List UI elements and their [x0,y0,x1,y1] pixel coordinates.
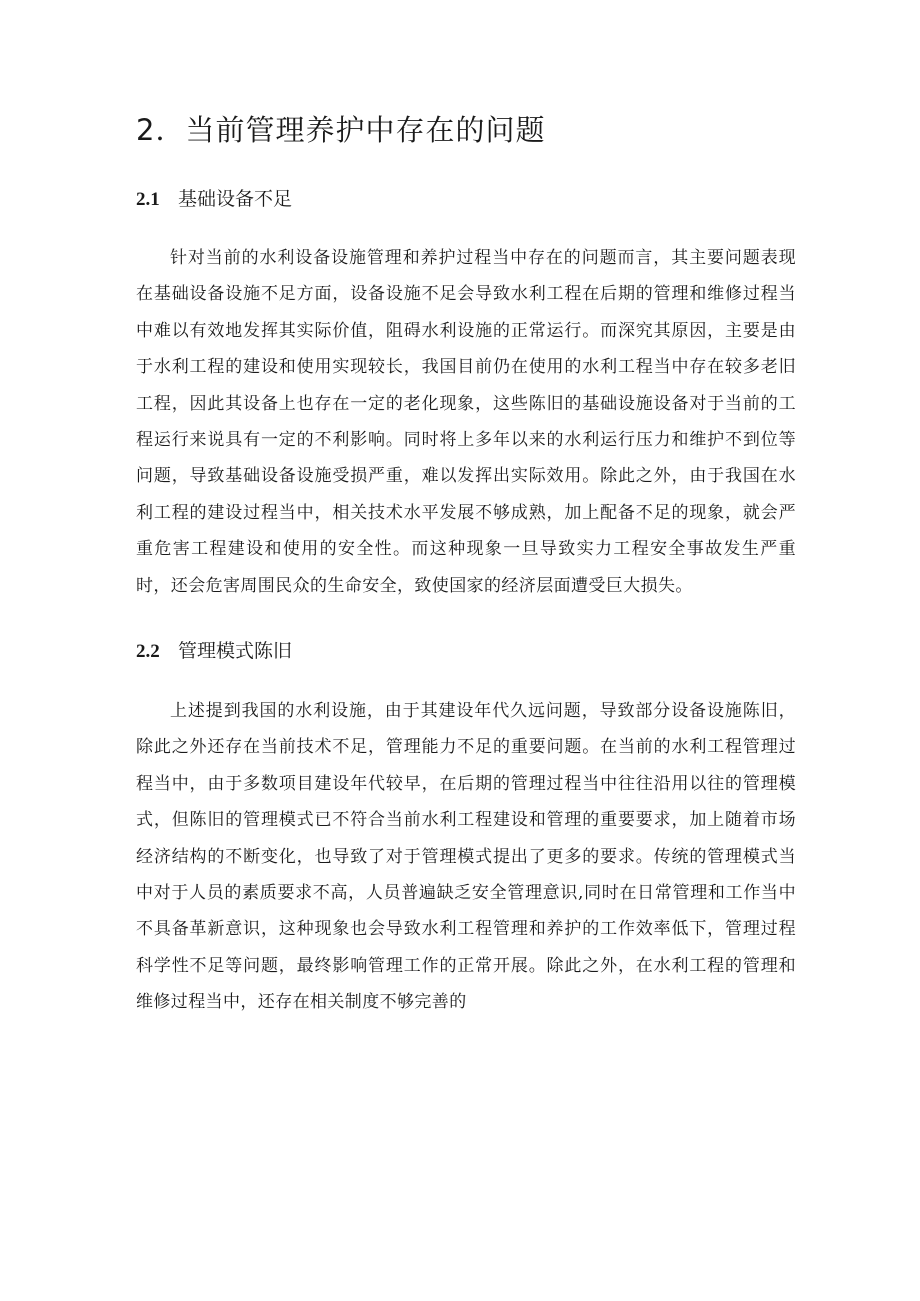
section-paragraph-2-1: 针对当前的水利设备设施管理和养护过程当中存在的问题而言，其主要问题表现在基础设备设施不足方面，设备设施不足会导致水利工程在后期的管理和维修过程当中难以有效地发挥其实际价值，阻碍水利设施的正常运行。而深究其原因，主要是由于水利工程的建设和使用实现较长，我国目前仍在使用的水利工程当中存在较多老旧工程，因此其设备上也存在一定的老化现象，这些陈旧的基础设施设备对于当前的工程运行来说具有一定的不利影响。同时将上多年以来的水利运行压力和维护不到位等问题，导致基础设备设施受损严重，难以发挥出实际效用。除此之外，由于我国在水利工程的建设过程当中，相关技术水平发展不够成熟，加上配备不足的现象，就会严重危害工程建设和使用的安全性。而这种现象一旦导致实力工程安全事故发生严重时，还会危害周围民众的生命安全，致使国家的经济层面遭受巨大损失。 [136,248,796,596]
section-heading-2-1 [136,184,292,211]
section-paragraph-2-2: 上述提到我国的水利设施，由于其建设年代久远问题，导致部分设备设施陈旧，除此之外还存在当前技术不足，管理能力不足的重要问题。在当前的水利工程管理过程当中，由于多数项目建设年代较早，在后期的管理过程当中往往沿用以往的管理模式，但陈旧的管理模式已不符合当前水利工程建设和管理的重要要求，加上随着市场经济结构的不断变化，也导致了对于管理模式提出了更多的要求。传统的管理模式当中对于人员的素质要求不高，人员普遍缺乏安全管理意识,同时在日常管理和工作当中不具备革新意识，这种现象也会导致水利工程管理和养护的工作效率低下，管理过程科学性不足等问题，最终影响管理工作的正常开展。除此之外，在水利工程的管理和维修过程当中，还存在相关制度不够完善的 [136,701,796,1013]
section-title: 管理模式陈旧 [178,640,293,662]
section-number: 2.1 [136,189,160,210]
chapter-title: 2．当前管理养护中存在的问题 [136,113,546,147]
section-title: 基础设备不足 [178,188,293,210]
section-number: 2.2 [136,641,160,662]
section-heading-2-2 [136,636,292,663]
